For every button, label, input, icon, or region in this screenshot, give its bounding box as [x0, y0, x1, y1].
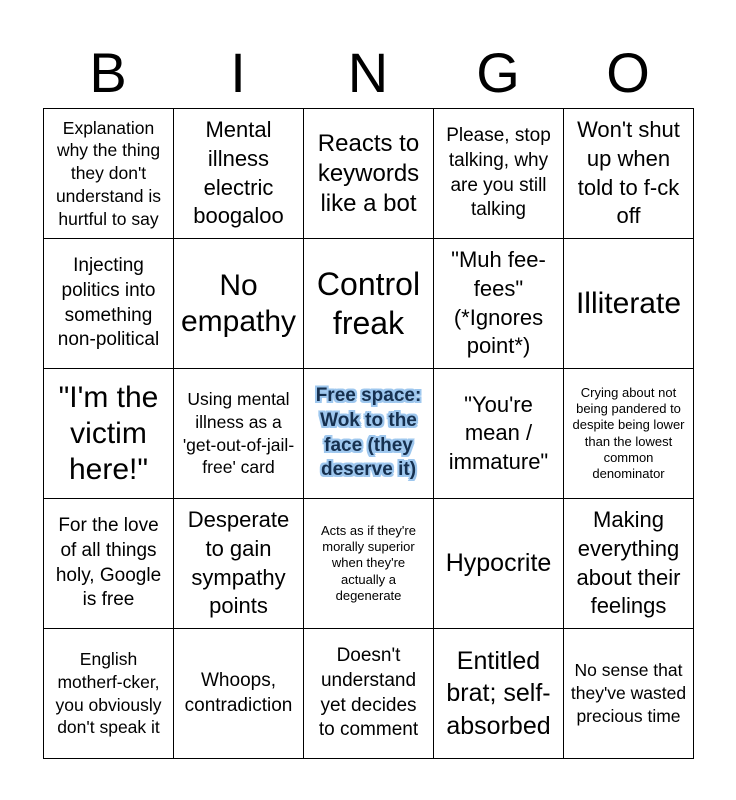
bingo-cell[interactable]: Desperate to gain sympathy points: [174, 499, 304, 629]
bingo-cell[interactable]: Making everything about their feelings: [564, 499, 694, 629]
header-letter-b: B: [89, 41, 127, 104]
header-letter-n: N: [347, 41, 389, 104]
header-letter-o: O: [606, 41, 650, 104]
bingo-header: [43, 38, 693, 108]
bingo-cell[interactable]: For the love of all things holy, Google is free: [44, 499, 174, 629]
bingo-cell[interactable]: Doesn't understand yet decides to comment: [304, 629, 434, 759]
bingo-cell[interactable]: No sense that they've wasted precious time: [564, 629, 694, 759]
bingo-cell[interactable]: Acts as if they're morally superior when they're actually a degenerate: [304, 499, 434, 629]
bingo-cell[interactable]: Using mental illness as a 'get-out-of-jail-free' card: [174, 369, 304, 499]
bingo-cell[interactable]: Crying about not being pandered to despite being lower than the lowest common denominator: [564, 369, 694, 499]
bingo-cell[interactable]: Illiterate: [564, 239, 694, 369]
bingo-cell[interactable]: Hypocrite: [434, 499, 564, 629]
header-letter-g: G: [476, 41, 520, 104]
bingo-cell[interactable]: Control freak: [304, 239, 434, 369]
bingo-cell[interactable]: English motherf-cker, you obviously don't speak it: [44, 629, 174, 759]
bingo-cell[interactable]: Won't shut up when told to f-ck off: [564, 109, 694, 239]
header-letter-i: I: [230, 41, 246, 104]
bingo-cell[interactable]: No empathy: [174, 239, 304, 369]
bingo-cell[interactable]: "You're mean / immature": [434, 369, 564, 499]
bingo-cell[interactable]: Reacts to keywords like a bot: [304, 109, 434, 239]
bingo-cell[interactable]: Explanation why the thing they don't understand is hurtful to say: [44, 109, 174, 239]
bingo-cell[interactable]: Please, stop talking, why are you still talking: [434, 109, 564, 239]
bingo-cell[interactable]: Injecting politics into something non-political: [44, 239, 174, 369]
bingo-cell[interactable]: "I'm the victim here!": [44, 369, 174, 499]
bingo-cell[interactable]: Whoops, contradiction: [174, 629, 304, 759]
bingo-cell[interactable]: "Muh fee-fees" (*Ignores point*): [434, 239, 564, 369]
bingo-board: [43, 108, 694, 759]
bingo-cell[interactable]: Entitled brat; self-absorbed: [434, 629, 564, 759]
bingo-cell[interactable]: Mental illness electric boogaloo: [174, 109, 304, 239]
free-space-cell[interactable]: Free space: Wok to the face (they deserve it): [304, 369, 434, 499]
